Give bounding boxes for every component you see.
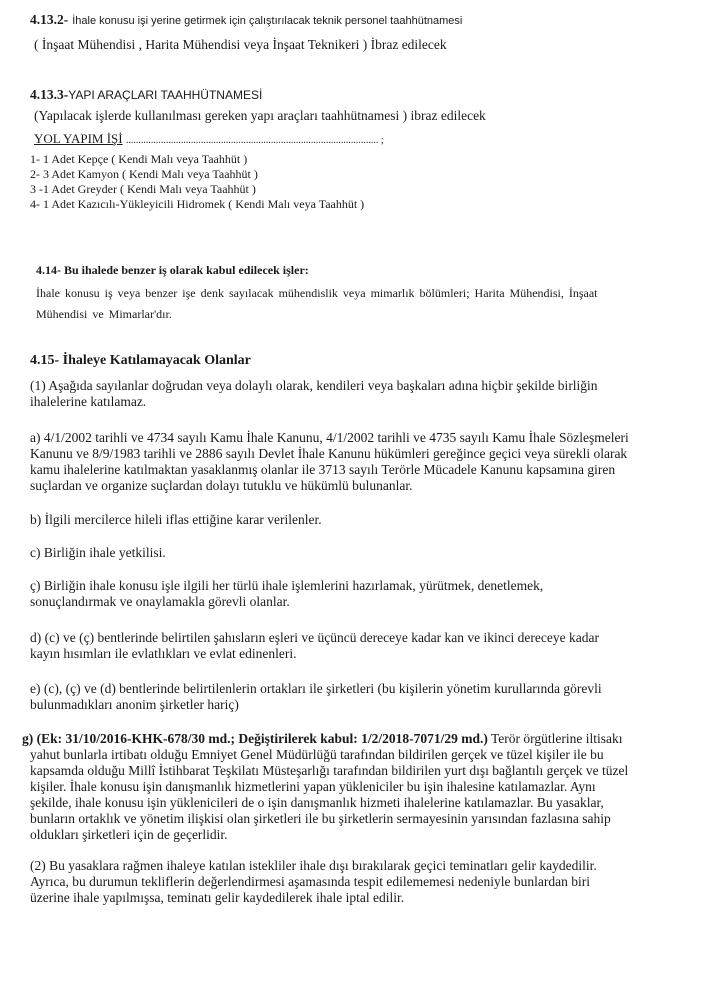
text-line: şekilde, ihale konusu işin yüklenicileri de o işin danışmanlık hizmeti ihalelerine katılamazlar. Bu yasaklar, xyxy=(30,795,604,810)
item-g xyxy=(22,731,682,843)
list-item: 2- 3 Adet Kamyon ( Kendi Malı veya Taahhüt ) xyxy=(30,167,258,181)
text-line: d) (c) ve (ç) bentlerinde belirtilen şahısların eşleri ve üçüncü dereceye kadar kan ve ikinci dereceye kadar xyxy=(30,630,599,645)
section-4-13-2-note: ( İnşaat Mühendisi , Harita Mühendisi veya İnşaat Teknikeri ) İbraz edilecek xyxy=(34,37,447,52)
equipment-list xyxy=(30,152,364,212)
work-dots: ..................................................................................................... ; xyxy=(125,135,384,146)
section-4-13-3-note: (Yapılacak işlerde kullanılması gereken yapı araçları taahhütnamesi ) ibraz edilecek xyxy=(34,108,486,123)
list-item: 3 -1 Adet Greyder ( Kendi Malı veya Taahhüt ) xyxy=(30,182,256,196)
text-line: e) (c), (ç) ve (d) bentlerinde belirtilenlerin ortakları ile şirketleri (bu kişilerin yönetim kurullarında görevli xyxy=(30,681,602,696)
text-line: (2) Bu yasaklara rağmen ihaleye katılan istekliler ihale dışı bırakılarak geçici teminatları gelir kaydedilir. xyxy=(30,858,597,873)
work-line xyxy=(34,131,384,148)
text-line: a) 4/1/2002 tarihli ve 4734 sayılı Kamu İhale Kanunu, 4/1/2002 tarihli ve 4735 sayılı Kamu İhale Sözleşmeleri xyxy=(30,430,629,445)
text-line: sonuçlandırmak ve onaylamakla görevli olanlar. xyxy=(30,594,290,609)
item-e xyxy=(30,681,678,713)
section-4-14-body xyxy=(36,286,676,322)
section-number: 4.13.2- xyxy=(30,12,69,27)
section-number: 4.13.3- xyxy=(30,87,69,102)
text-line: Kanunu ve 8/9/1983 tarihli ve 2886 sayılı Devlet İhale Kanunu hükümleri gereğince geçici veya sürekli olarak xyxy=(30,446,628,461)
item-a xyxy=(30,430,678,494)
item-d xyxy=(30,630,678,662)
list-item: 4- 1 Adet Kazıcılı-Yükleyicili Hidromek ( Kendi Malı veya Taahhüt ) xyxy=(30,197,365,211)
text-line: İhale konusu iş veya benzer işe denk sayılacak mühendislik veya mimarlık bölümleri; Harita Mühendisi, İnşaat xyxy=(36,286,598,300)
text-line: yahut bunlarla irtibatı olduğu Emniyet Genel Müdürlüğü tarafından bildirilen gerçek ve tüzel kişiler ile bu xyxy=(30,747,604,762)
section-title: İhale konusu işi yerine getirmek için çalıştırılacak teknik personel taahhütnamesi xyxy=(72,15,463,27)
text-line xyxy=(22,731,682,747)
text-line: kayın hısımları ile evlatlıkları ve evlat edinenleri. xyxy=(30,646,297,661)
paragraph-1 xyxy=(30,378,678,410)
text-line: ihalelerine katılamaz. xyxy=(30,394,147,409)
paragraph-2 xyxy=(30,858,690,906)
section-4-14-heading: 4.14- Bu ihalede benzer iş olarak kabul edilecek işler: xyxy=(36,263,309,277)
text-line: kamu ihalelerine katılmaktan yasaklanmış olanlar ile 3713 sayılı Terörle Mücadele Kanunu kapsamına giren xyxy=(30,462,616,477)
text-line: bunların ortaklık ve yönetim ilişkisi olan şirketleri ile bu şirketlerin sermayesinin yarısından fazlasına sahip xyxy=(30,811,611,826)
amendment-note: g) (Ek: 31/10/2016-KHK-678/30 md.; Değiştirilerek kabul: 1/2/2018-7071/29 md.) xyxy=(22,731,488,746)
item-cc xyxy=(30,578,678,610)
work-label: YOL YAPIM İŞİ xyxy=(34,131,123,146)
text-line: oldukları şirketleri için de geçerlidir. xyxy=(30,827,228,842)
text-line: üzerine ihale yapılmışsa, teminatı gelir kaydedilerek ihale iptal edilir. xyxy=(30,890,405,905)
text-line: suçlardan ve organize suçlardan dolayı tutuklu ve hükümlü bulunanlar. xyxy=(30,478,413,493)
text-line: Mühendisi ve Mimarlar'dır. xyxy=(36,307,172,321)
section-4-15-heading: 4.15- İhaleye Katılamayacak Olanlar xyxy=(30,353,251,368)
section-4-13-2-title-line xyxy=(30,11,462,29)
text-line: ç) Birliğin ihale konusu işle ilgili her türlü ihale işlemlerini hazırlamak, yürütmek, denetlemek, xyxy=(30,578,544,593)
list-item: 1- 1 Adet Kepçe ( Kendi Malı veya Taahhüt ) xyxy=(30,152,248,166)
section-4-13-3-title-line xyxy=(30,86,262,104)
item-c: c) Birliğin ihale yetkilisi. xyxy=(30,545,166,560)
text-line: (1) Aşağıda sayılanlar doğrudan veya dolaylı olarak, kendileri veya başkaları adına hiçbir şekilde birliğin xyxy=(30,378,598,393)
item-b: b) İlgili mercilerce hileli iflas ettiğine karar verilenler. xyxy=(30,512,322,527)
text-line: Ayrıca, bu durumun tekliflerin değerlendirmesi aşamasında tespit edilememesi nedeniyle bunlardan biri xyxy=(30,874,590,889)
text-fragment: Terör örgütlerine iltisakı xyxy=(487,731,623,746)
section-title: YAPI ARAÇLARI TAAHHÜTNAMESİ xyxy=(68,88,263,102)
text-line: kapsamda olduğu Millî İstihbarat Teşkilatı Müsteşarlığı tarafından bildirilen yurt dışı bağlantılı gerçek ve tüzel xyxy=(30,763,629,778)
text-line: kişiler. İhale konusu işin danışmanlık hizmetlerini yapan yükleniciler bu işin ihalesine katılamazlar. Aynı xyxy=(30,779,596,794)
text-line: bulunmadıkları anonim şirketler hariç) xyxy=(30,697,239,712)
